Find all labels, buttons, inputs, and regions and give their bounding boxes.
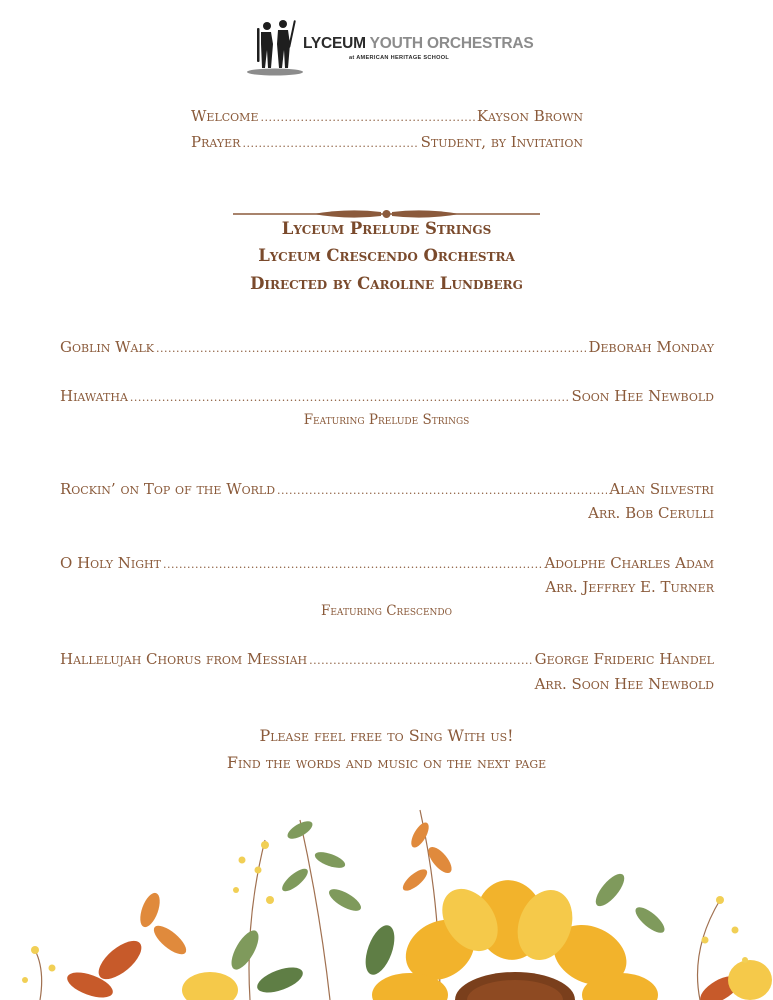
- program-piece-4: [60, 554, 714, 572]
- featuring-note: Featuring Crescendo: [321, 603, 452, 619]
- program-piece-3: [60, 480, 714, 498]
- program-item: Prayer: [191, 133, 241, 151]
- piece-composer: Deborah Monday: [588, 338, 714, 356]
- autumn-flowers-illustration: [0, 800, 773, 1000]
- logo-name-part1: LYCEUM: [303, 35, 366, 52]
- piece-title: Hiawatha: [60, 387, 128, 405]
- leader-dots: [277, 484, 607, 497]
- leader-dots: [309, 654, 532, 667]
- piece-title: Hallelujah Chorus from Messiah: [60, 650, 308, 668]
- program-line-welcome: [191, 107, 583, 125]
- piece-composer: Adolphe Charles Adam: [544, 554, 714, 572]
- leader-dots: [260, 111, 474, 124]
- featuring-note: Featuring Prelude Strings: [303, 412, 470, 428]
- piece-arranger: Arr. Soon Hee Newbold: [534, 675, 714, 693]
- leader-dots: [130, 391, 570, 404]
- ensemble-line-1: Lyceum Prelude Strings: [281, 219, 492, 238]
- leader-dots: [242, 137, 418, 150]
- piece-arranger: Arr. Jeffrey E. Turner: [545, 578, 714, 596]
- piece-title: O Holy Night: [60, 554, 161, 572]
- piece-arranger: Arr. Bob Cerulli: [588, 504, 714, 522]
- leader-dots: [163, 558, 542, 571]
- program-person: Student, by Invitation: [420, 133, 583, 151]
- program-piece-2: [60, 387, 714, 405]
- piece-composer: Alan Silvestri: [609, 480, 714, 498]
- ensemble-line-2: Lyceum Crescendo Orchestra: [258, 246, 515, 265]
- program-piece-1: [60, 338, 714, 356]
- program-item: Welcome: [191, 107, 259, 125]
- musicians-silhouette-icon: [245, 16, 309, 78]
- logo-subtitle: at AMERICAN HERITAGE SCHOOL: [349, 55, 450, 61]
- logo-name-part2: YOUTH ORCHESTRAS: [365, 35, 534, 52]
- leader-dots: [156, 342, 586, 355]
- sing-along-invite: Please feel free to Sing With us!: [259, 726, 514, 745]
- director-line: Directed by Caroline Lundberg: [250, 274, 523, 293]
- next-page-note: Find the words and music on the next page: [226, 753, 547, 772]
- piece-composer: Soon Hee Newbold: [571, 387, 714, 405]
- program-line-prayer: [191, 133, 583, 151]
- logo-title: [303, 35, 534, 53]
- piece-title: Goblin Walk: [60, 338, 155, 356]
- piece-composer: George Frideric Handel: [534, 650, 714, 668]
- piece-title: Rockin’ on Top of the World: [60, 480, 276, 498]
- orchestra-logo: [245, 16, 535, 78]
- program-person: Kayson Brown: [476, 107, 583, 125]
- program-piece-5: [60, 650, 714, 668]
